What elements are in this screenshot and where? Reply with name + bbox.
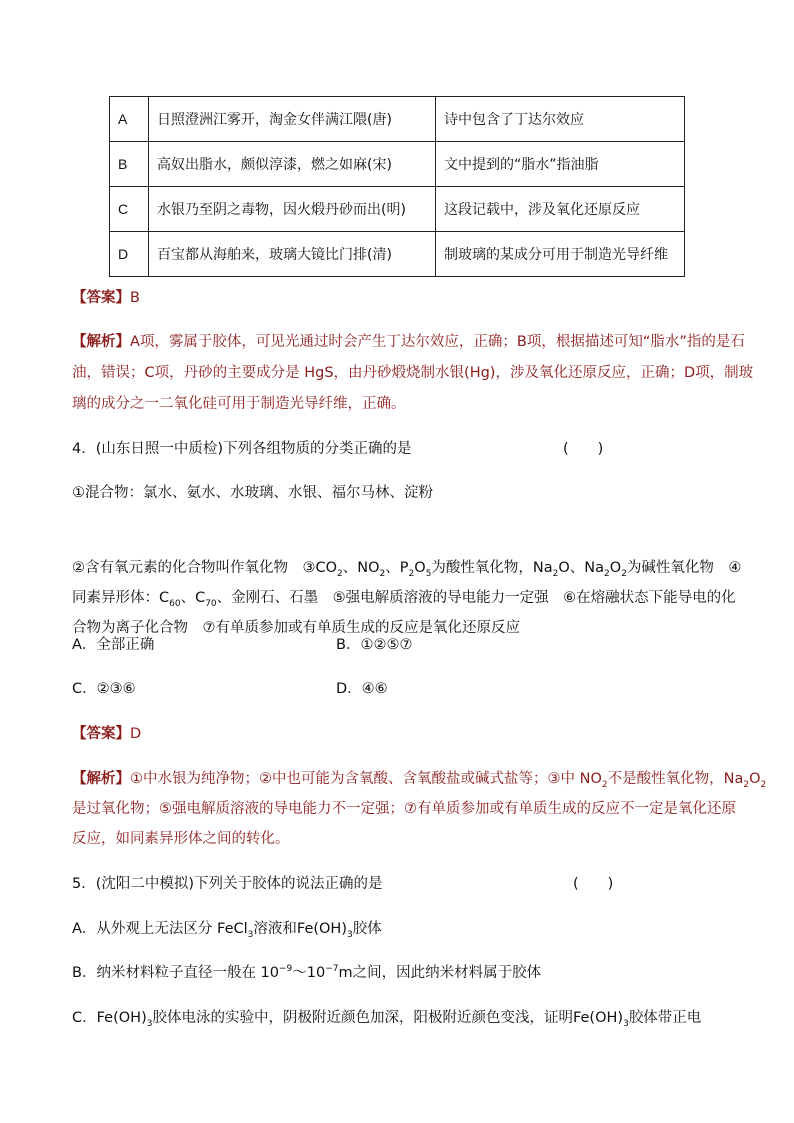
text: 胶体带正电 xyxy=(628,1010,702,1026)
row-statement: 诗中包含了丁达尔效应 xyxy=(436,97,685,142)
q4-item-2 xyxy=(72,556,741,579)
subscript: 2 xyxy=(552,568,559,579)
table-row xyxy=(110,97,685,142)
text: 胶体 xyxy=(352,921,382,937)
text: B．纳米材料粒子直径一般在 10 xyxy=(72,965,280,981)
analysis-tag: 【解析】 xyxy=(72,771,130,787)
row-letter: C xyxy=(110,187,149,232)
analysis-text: A项，雾属于胶体，可见光通过时会产生丁达尔效应，正确；B项，根据描述可知“脂水”指的是石 xyxy=(130,334,745,350)
answer-value: D xyxy=(130,726,142,742)
q4-analysis-line-3: 反应，如同素异形体之间的转化。 xyxy=(72,831,290,847)
row-statement: 这段记载中，涉及氧化还原反应 xyxy=(436,187,685,232)
q5-option-a[interactable] xyxy=(72,917,382,940)
subscript: 2 xyxy=(601,779,608,790)
q4-option-c[interactable]: C．②③⑥ xyxy=(72,681,136,697)
q4-option-a[interactable]: A．全部正确 xyxy=(72,637,155,653)
q4-option-d[interactable]: D．④⑥ xyxy=(336,681,388,697)
row-poem: 高奴出脂水，颇似淳漆，燃之如麻(宋) xyxy=(149,142,436,187)
q5-answer-blank: ( ) xyxy=(573,876,614,892)
q5-stem: 5．(沈阳二中模拟)下列关于胶体的说法正确的是 xyxy=(72,876,383,892)
text: ②含有氧元素的化合物叫作氧化物 ③CO xyxy=(72,560,338,576)
text: C．Fe(OH) xyxy=(72,1010,147,1026)
subscript: 3 xyxy=(247,929,254,940)
options-table xyxy=(109,96,685,277)
q4-item-1: ①混合物：氯水、氨水、水玻璃、水银、福尔马林、淀粉 xyxy=(72,485,433,501)
row-poem: 日照澄洲江雾开，淘金女伴满江隈(唐) xyxy=(149,97,436,142)
row-letter: B xyxy=(110,142,149,187)
text: 溶液和Fe(OH) xyxy=(253,921,347,937)
q4-answer xyxy=(72,722,141,743)
row-statement: 文中提到的“脂水”指油脂 xyxy=(436,142,685,187)
subscript: 2 xyxy=(379,568,386,579)
row-letter: D xyxy=(110,232,149,277)
answer-value: B xyxy=(130,290,140,306)
subscript: 70 xyxy=(205,598,217,609)
q3-analysis-line-3: 璃的成分之一二氧化硅可用于制造光导纤维，正确。 xyxy=(72,396,406,412)
q5-option-c[interactable] xyxy=(72,1006,701,1029)
q4-item-3 xyxy=(72,586,736,609)
text: 、C xyxy=(180,590,206,606)
subscript: 3 xyxy=(347,929,353,940)
text: 、金刚石、石墨 ⑤强电解质溶液的导电能力一定强 ⑥在熔融状态下能导电的化 xyxy=(216,590,736,606)
subscript: 2 xyxy=(760,779,767,790)
row-statement: 制玻璃的某成分可用于制造光导纤维 xyxy=(436,232,685,277)
q5-option-b[interactable] xyxy=(72,961,541,982)
text: A．从外观上无法区分 FeCl xyxy=(72,921,248,937)
subscript: 2 xyxy=(743,779,750,790)
text: 同素异形体：C xyxy=(72,590,170,606)
text: 胶体电泳的实验中，阴极附近颜色加深，阳极附近颜色变浅，证明Fe(OH) xyxy=(152,1010,624,1026)
subscript: 3 xyxy=(623,1018,629,1029)
text: 为酸性氧化物，Na xyxy=(431,560,553,576)
analysis-text: ①中水银为纯净物；②中也可能为含氧酸、含氧酸盐或碱式盐等；③中 NO xyxy=(130,771,602,787)
subscript: 3 xyxy=(146,1018,153,1029)
text: O xyxy=(414,560,426,576)
row-poem: 水银乃至阴之毒物，因火煅丹砂而出(明) xyxy=(149,187,436,232)
text: 、NO xyxy=(342,560,380,576)
subscript: 5 xyxy=(425,568,432,579)
text: O xyxy=(609,560,622,576)
text: 、P xyxy=(385,560,409,576)
subscript: 2 xyxy=(604,568,610,579)
answer-tag: 【答案】 xyxy=(72,290,130,306)
table-row xyxy=(110,232,685,277)
subscript: 2 xyxy=(408,568,415,579)
row-poem: 百宝都从海舶来，玻璃大镜比门排(清) xyxy=(149,232,436,277)
analysis-text: O xyxy=(749,771,761,787)
superscript: −7 xyxy=(325,964,339,975)
q4-stem: 4．(山东日照一中质检)下列各组物质的分类正确的是 xyxy=(72,441,412,457)
text: m之间，因此纳米材料属于胶体 xyxy=(338,965,542,981)
row-letter: A xyxy=(110,97,149,142)
answer-tag: 【答案】 xyxy=(72,726,130,742)
q3-analysis-line-1 xyxy=(72,330,745,351)
table-row xyxy=(110,187,685,232)
text: 为碱性氧化物 ④ xyxy=(626,560,742,576)
text: O、Na xyxy=(558,560,605,576)
subscript: 60 xyxy=(169,598,181,609)
superscript: −9 xyxy=(279,964,293,975)
q4-answer-blank: ( ) xyxy=(563,441,604,457)
text: ～10 xyxy=(292,965,326,981)
analysis-text: 不是酸性氧化物，Na xyxy=(607,771,744,787)
q4-option-b[interactable]: B．①②⑤⑦ xyxy=(336,637,413,653)
subscript: 2 xyxy=(621,568,627,579)
q4-analysis-line-1 xyxy=(72,767,766,790)
q4-analysis-line-2: 是过氧化物；⑤强电解质溶液的导电能力不一定强；⑦有单质参加或有单质生成的反应不一定是氧化还原 xyxy=(72,801,736,817)
subscript: 2 xyxy=(337,568,343,579)
q3-answer xyxy=(72,286,140,307)
analysis-tag: 【解析】 xyxy=(72,334,130,350)
q3-analysis-line-2: 油，错误；C项，丹砂的主要成分是 HgS，由丹砂煅烧制水银(Hg)，涉及氧化还原反应，正确；D项，制玻 xyxy=(72,365,754,381)
q4-item-4: 合物为离子化合物 ⑦有单质参加或有单质生成的反应是氧化还原反应 xyxy=(72,620,520,636)
table-row xyxy=(110,142,685,187)
